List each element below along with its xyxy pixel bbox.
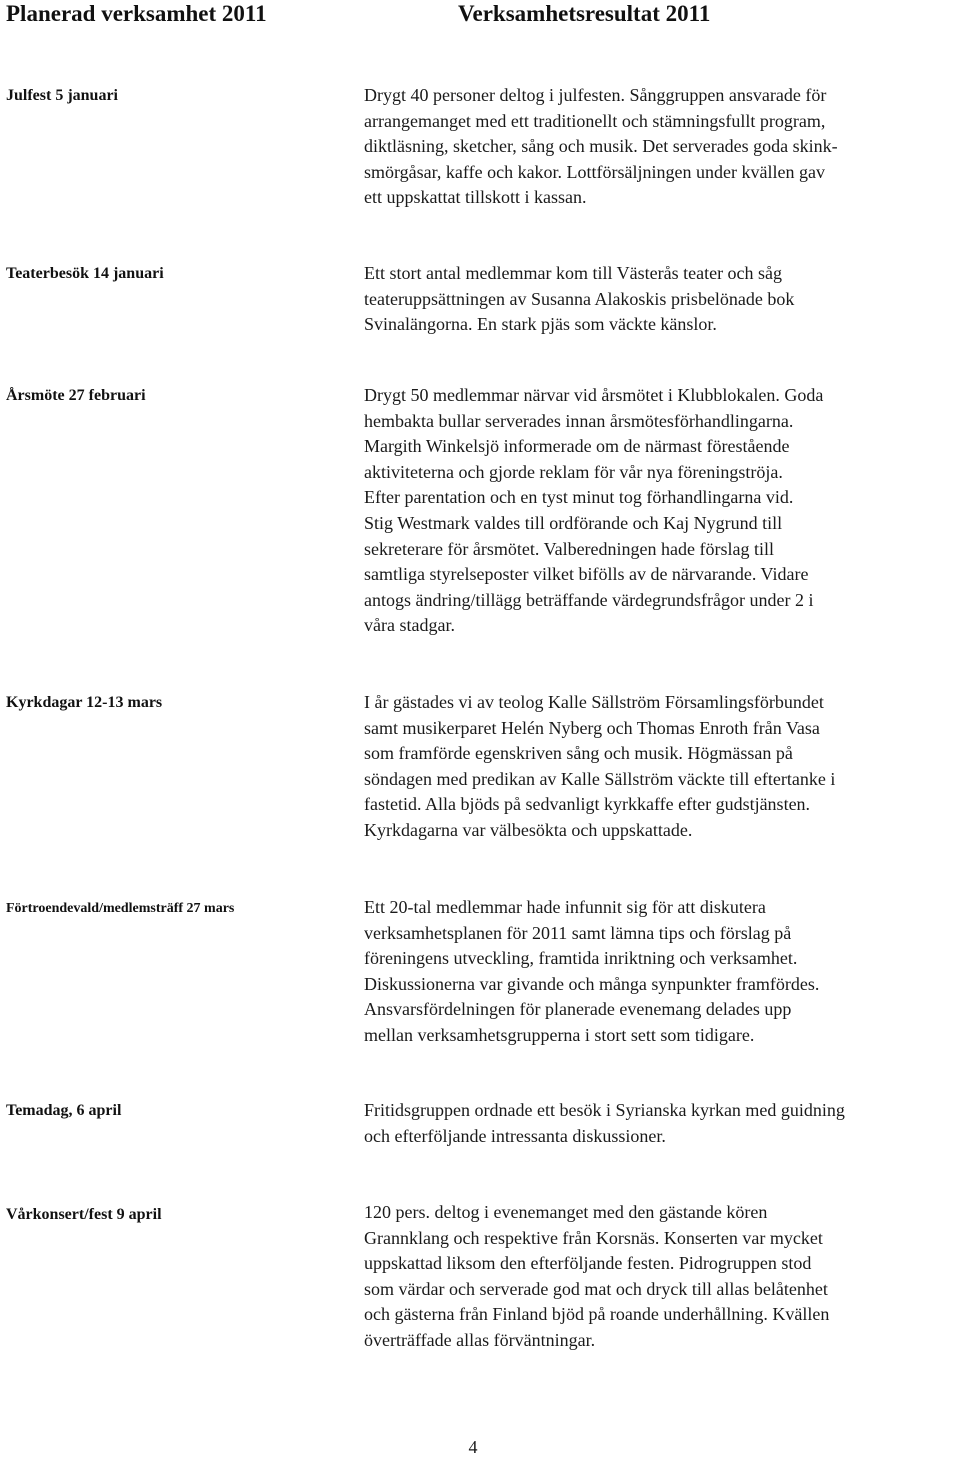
text-line: Grannklang och respektive från Korsnäs. Konserten var mycket [364,1227,823,1248]
text-line: verksamhetsplanen för 2011 samt lämna tips och förslag på [364,922,792,943]
text-line: söndagen med predikan av Kalle Sällström väckte till eftertanke i [364,768,836,789]
text-line: överträffade allas förväntningar. [364,1329,596,1350]
text-line: samtliga styrelseposter vilket bifölls av de närvarande. Vidare [364,564,809,585]
entry-text-arsmote [364,383,823,639]
text-line: Stig Westmark valdes till ordförande och Kaj Nygrund till [364,512,783,533]
column-title-results: Verksamhetsresultat 2011 [458,1,711,26]
text-line: Ett stort antal medlemmar kom till Västerås teater och såg [364,263,783,283]
text-line: Ett 20-tal medlemmar hade infunnit sig för att diskutera [364,897,766,917]
entry-label-kyrkdagar: Kyrkdagar 12-13 mars [6,694,163,711]
text-line: 120 pers. deltog i evenemanget med den gästande kören [364,1202,768,1222]
text-line: Kyrkdagarna var välbesökta och uppskattade. [364,819,693,840]
text-line: Drygt 40 personer deltog i julfesten. Sånggruppen ansvarade för [364,85,827,105]
text-line: sekreterare för årsmötet. Valberedningen hade förslag till [364,538,775,559]
text-line: våra stadgar. [364,615,455,636]
entry-text-julfest [364,83,838,211]
text-line: uppskattad liksom den efterföljande festen. Pidrogruppen stod [364,1253,812,1274]
entry-text-teaterbesok [364,261,794,338]
text-line: föreningens utveckling, framtida inriktning och verksamhet. [364,948,798,969]
text-line: antogs ändring/tillägg beträffande värdegrundsfrågor under 2 i [364,589,814,610]
entry-label-fortroendevald: Förtroendevald/medlemsträff 27 mars [6,901,235,916]
text-line: Margith Winkelsjö informerade om de närmast förestående [364,436,790,457]
text-line: arrangemanget med ett traditionellt och stämningsfullt program, [364,110,826,131]
column-title-planned: Planerad verksamhet 2011 [6,1,267,26]
text-line: hembakta bullar serverades innan årsmötesförhandlingarna. [364,410,794,431]
text-line: Ansvarsfördelningen för planerade evenemang delades upp [364,999,792,1020]
page-number: 4 [468,1437,478,1457]
text-line: fastetid. Alla bjöds på sedvanligt kyrkkaffe efter gudstjänsten. [364,794,811,815]
entry-label-teaterbesok: Teaterbesök 14 januari [6,265,164,282]
entry-text-varkonsert [364,1200,829,1354]
text-line: ett uppskattat tillskott i kassan. [364,187,587,208]
text-line: Efter parentation och en tyst minut tog förhandlingarna vid. [364,487,794,508]
text-line: smörgåsar, kaffe och kakor. Lottförsäljningen under kvällen gav [364,161,825,182]
text-line: aktiviteterna och gjorde reklam för vår nya föreningströja. [364,461,783,482]
entry-text-temadag [364,1098,845,1149]
text-line: mellan verksamhetsgrupperna i stort sett som tidigare. [364,1024,755,1045]
text-line: diktläsning, sketcher, sång och musik. Det serverades goda skink- [364,136,838,157]
entry-label-temadag: Temadag, 6 april [6,1102,122,1119]
entry-text-fortroendevald [364,895,819,1049]
entry-label-arsmote: Årsmöte 27 februari [6,387,146,404]
text-line: Drygt 50 medlemmar närvar vid årsmötet i Klubblokalen. Goda [364,385,824,405]
text-line: Fritidsgruppen ordnade ett besök i Syrianska kyrkan med guidning [364,1100,845,1120]
text-line: Svinalängorna. En stark pjäs som väckte känslor. [364,314,717,335]
text-line: Diskussionerna var givande och många synpunkter framfördes. [364,973,820,994]
text-line: och gästerna från Finland bjöd på roande underhållning. Kvällen [364,1304,830,1325]
text-line: och efterföljande intressanta diskussioner. [364,1125,666,1146]
entry-text-kyrkdagar [364,690,835,844]
entry-label-varkonsert: Vårkonsert/fest 9 april [6,1206,162,1223]
text-line: samt musikerparet Helén Nyberg och Thomas Enroth från Vasa [364,717,820,738]
text-line: I år gästades vi av teolog Kalle Sällström Församlingsförbundet [364,692,824,712]
text-line: som framförde egenskriven sång och musik. Högmässan på [364,743,793,764]
text-line: som värdar och serverade god mat och dryck till allas belåtenhet [364,1278,828,1299]
entry-label-julfest: Julfest 5 januari [6,87,118,104]
page-header [0,0,960,30]
text-line: teateruppsättningen av Susanna Alakoskis prisbelönade bok [364,288,795,309]
